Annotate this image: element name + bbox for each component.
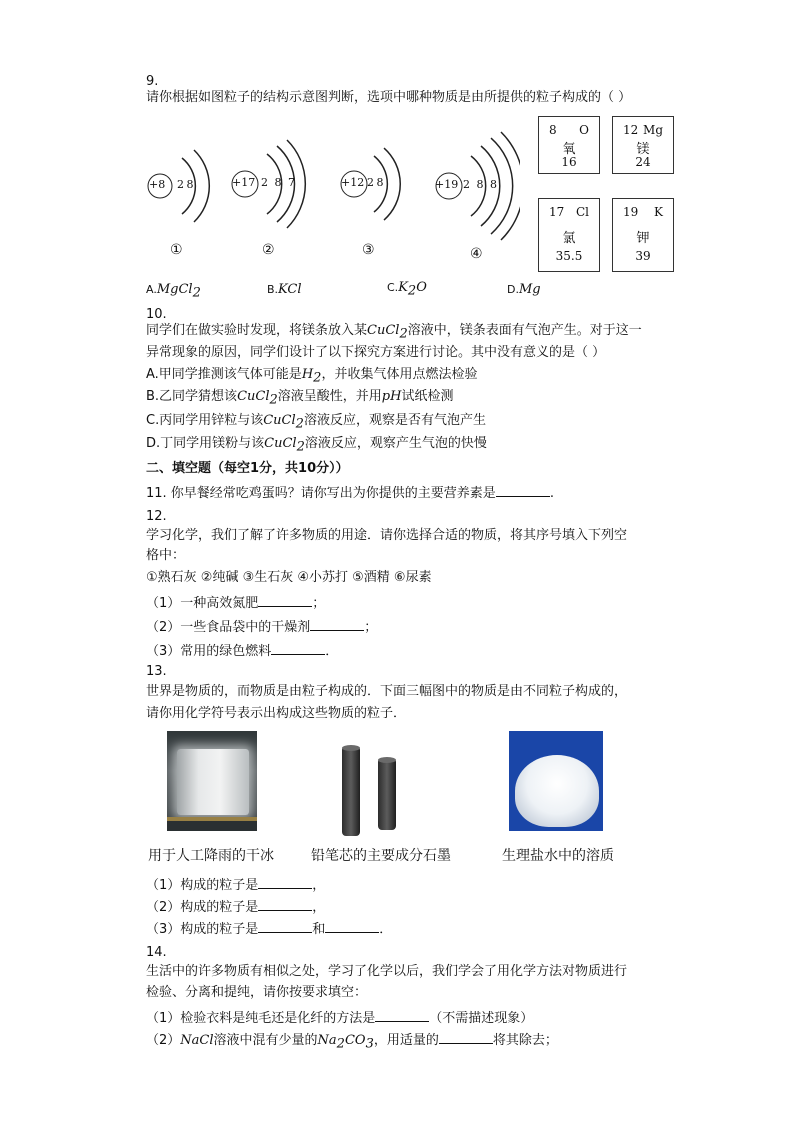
- element-number: 12: [623, 123, 639, 137]
- q14-line2: 检验、分离和提纯，请你按要求填空：: [146, 985, 368, 1000]
- q9-option-c[interactable]: $C.K_2O$: [387, 280, 427, 299]
- q13-blank-2[interactable]: [258, 898, 312, 911]
- q13-blank-3[interactable]: [258, 920, 312, 933]
- q12-sub3: （3）常用的绿色燃料 ．: [146, 644, 339, 659]
- q14-sub1: （1）检验衣料是纯毛还是化纤的方法是 （不需描述现象）: [146, 1011, 534, 1026]
- q10-option-b[interactable]: B.乙同学猜想该CuCl$_2$溶液呈酸性，并用pH试纸检测: [146, 389, 454, 408]
- q9-option-d[interactable]: D.Mg: [507, 282, 541, 297]
- element-name: 氯: [562, 231, 576, 246]
- q13-sub1: （1）构成的粒子是 ，: [146, 878, 326, 893]
- graphite-caption: 铅笔芯的主要成分石墨: [311, 848, 451, 864]
- q13-sub2: （2）构成的粒子是 ，: [146, 900, 326, 915]
- particle-1-shells: 2 8: [177, 178, 194, 191]
- section-2-heading: 二、填空题（每空1分，共10分））: [146, 461, 349, 476]
- q12-line1: 学习化学，我们了解了许多物质的用途．请你选择合适的物质，将其序号填入下列空: [146, 528, 628, 543]
- q12-blank-3[interactable]: [271, 642, 325, 655]
- q14-blank-1[interactable]: [375, 1009, 429, 1022]
- q11-text: 11. 你早餐经常吃鸡蛋吗？请你写出为你提供的主要营养素是 .: [146, 486, 554, 501]
- element-cell-oxygen: [538, 116, 600, 174]
- q12-blank-1[interactable]: [258, 594, 312, 607]
- q9-stem: 请你根据如图粒子的结构示意图判断，选项中哪种物质是由所提供的粒子构成的（ ）: [146, 90, 632, 105]
- element-mass: 35.5: [555, 249, 583, 263]
- q10-option-c[interactable]: C.丙同学用锌粒与该CuCl$_2$溶液反应，观察是否有气泡产生: [146, 413, 486, 432]
- dry-ice-caption: 用于人工降雨的干冰: [148, 848, 274, 864]
- particle-2-nucleus: +17: [232, 176, 256, 189]
- element-name: 钾: [636, 231, 650, 246]
- q13-line1: 世界是物质的，而物质是由粒子构成的．下面三幅图中的物质是由不同粒子构成的，: [146, 684, 628, 699]
- q14-line1: 生活中的许多物质有相似之处，学习了化学以后，我们学会了用化学方法对物质进行: [146, 964, 628, 979]
- element-mass: 24: [635, 155, 651, 169]
- particle-4-label: ④: [470, 246, 483, 262]
- q14-blank-2[interactable]: [439, 1031, 493, 1044]
- q12-blank-2[interactable]: [310, 618, 364, 631]
- element-number: 8: [549, 123, 557, 137]
- element-number: 17: [549, 205, 565, 219]
- q12-sub2: （2）一些食品袋中的干燥剂 ；: [146, 620, 378, 635]
- q10-option-d[interactable]: D.丁同学用镁粉与该CuCl$_2$溶液反应，观察产生气泡的快慢: [146, 436, 487, 455]
- particle-1-label: ①: [170, 242, 183, 258]
- particle-4-nucleus: +19: [435, 178, 459, 191]
- element-symbol: O: [579, 123, 589, 137]
- particle-3-label: ③: [362, 242, 375, 258]
- element-name: 氧: [562, 142, 576, 157]
- q13-line2: 请你用化学符号表示出构成这些物质的粒子．: [146, 706, 407, 721]
- element-mass: 39: [635, 249, 651, 263]
- q12-number: 12.: [146, 509, 167, 524]
- q9-option-a[interactable]: A.MgCl$_2$: [146, 282, 201, 301]
- element-cell-chlorine: [538, 198, 600, 272]
- q13-blank-1[interactable]: [258, 876, 312, 889]
- q13-blank-4[interactable]: [325, 920, 379, 933]
- element-cell-potassium: [612, 198, 674, 272]
- element-symbol: K: [654, 205, 663, 219]
- dry-ice-image: [167, 731, 257, 831]
- q10-line1: 同学们在做实验时发现，将镁条放入某CuCl$_2$溶液中，镁条表面有气泡产生。对于这一: [146, 323, 642, 342]
- element-number: 19: [623, 205, 639, 219]
- particle-2-label: ②: [262, 242, 275, 258]
- element-name: 镁: [636, 142, 650, 157]
- q12-line2: 格中：: [146, 548, 186, 563]
- q10-option-a[interactable]: A.甲同学推测该气体可能是$H_2$，并收集气体用点燃法检验: [146, 367, 478, 386]
- element-symbol: Mg: [643, 123, 663, 137]
- q12-sub1: （1）一种高效氮肥 ；: [146, 596, 326, 611]
- q13-sub3: （3）构成的粒子是 和 ．: [146, 922, 393, 937]
- q12-choices: ①熟石灰 ②纯碱 ③生石灰 ④小苏打 ⑤酒精 ⑥尿素: [146, 570, 432, 585]
- q14-number: 14.: [146, 945, 167, 960]
- q10-number: 10.: [146, 307, 167, 322]
- particle-3-nucleus: +12: [341, 176, 365, 189]
- particle-2-shells: 2 8 7: [261, 176, 295, 189]
- q14-sub2: （2）NaCl溶液中混有少量的$Na_2CO_3$，用适量的 将其除去；: [146, 1033, 558, 1052]
- q13-number: 13.: [146, 664, 167, 679]
- particle-diagrams: [140, 128, 520, 268]
- salt-caption: 生理盐水中的溶质: [502, 848, 614, 864]
- particle-1-nucleus: +8: [149, 178, 166, 191]
- q11-blank[interactable]: [496, 484, 550, 497]
- q9-option-b[interactable]: B.KCl: [267, 282, 302, 297]
- q9-number: 9.: [146, 74, 159, 89]
- particle-4-shells: 2 8 8: [463, 178, 497, 191]
- q10-line2: 异常现象的原因，同学们设计了以下探究方案进行讨论。其中没有意义的是（ ）: [146, 345, 606, 360]
- particle-3-shells: 2 8: [367, 176, 384, 189]
- salt-image: [509, 731, 603, 831]
- element-symbol: Cl: [575, 205, 589, 219]
- element-mass: 16: [561, 155, 577, 169]
- element-cell-magnesium: [612, 116, 674, 174]
- graphite-image: [332, 742, 412, 838]
